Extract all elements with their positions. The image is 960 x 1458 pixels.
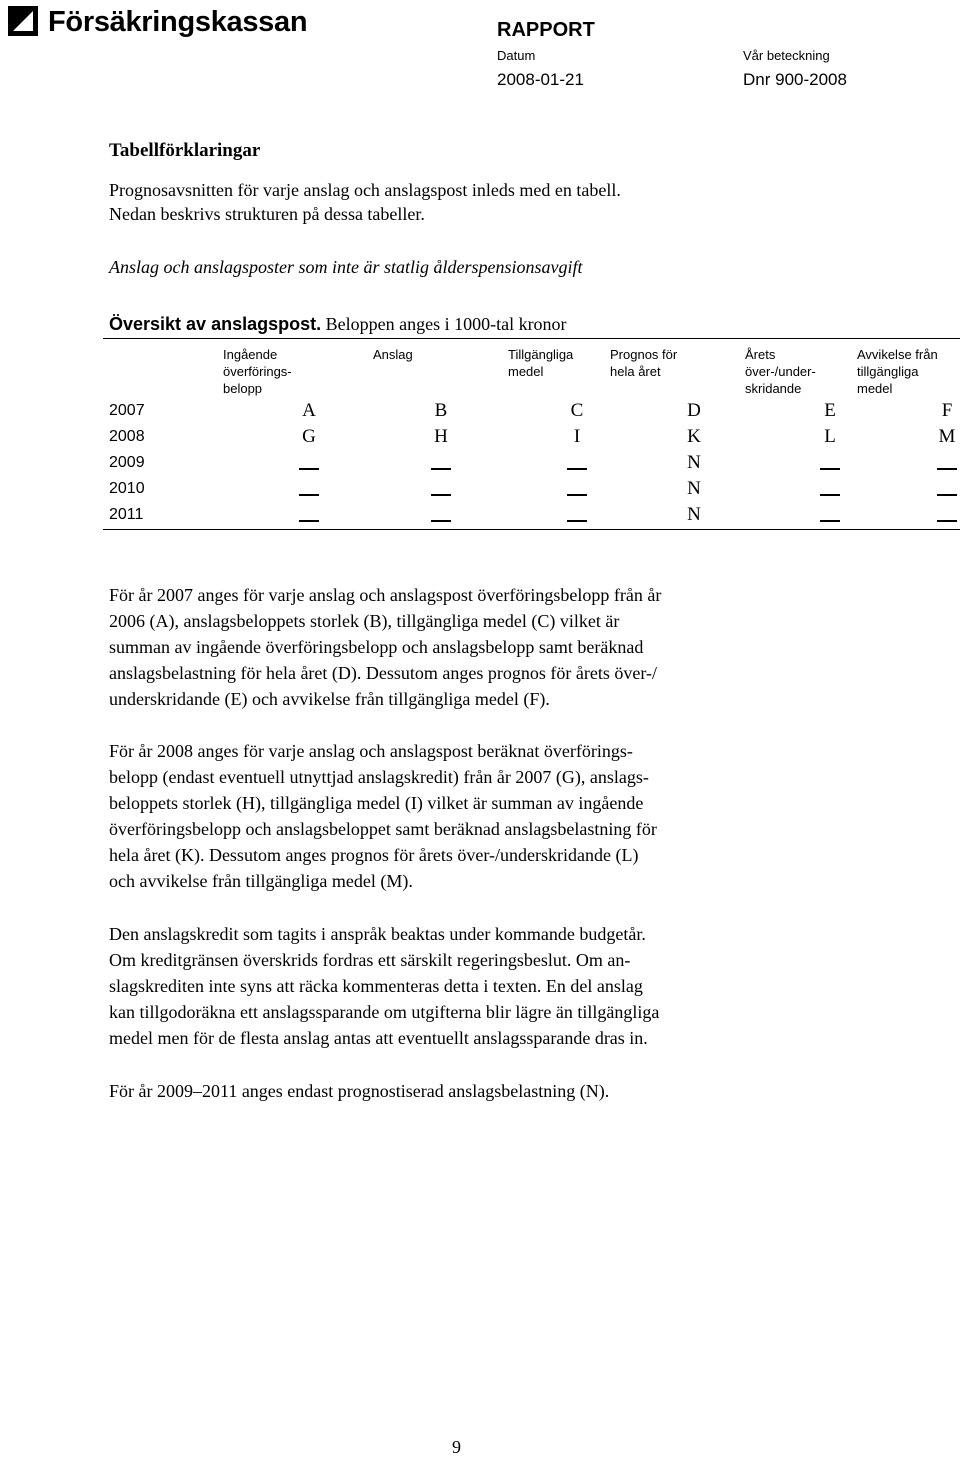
intro-text bbox=[109, 178, 829, 226]
table-cell-dash bbox=[567, 520, 587, 522]
table-cell-dash bbox=[820, 468, 840, 470]
column-header-line: hela året bbox=[610, 364, 661, 379]
table-bottom-rule bbox=[103, 529, 960, 530]
table-cell-dash bbox=[937, 494, 957, 496]
table-cell: M bbox=[938, 426, 956, 447]
column-header-line: Anslag bbox=[373, 347, 413, 362]
table-cell: I bbox=[573, 426, 581, 447]
intro-line: Prognosavsnitten för varje anslag och anslagspost inleds med en tabell. bbox=[109, 180, 621, 200]
column-header-prognos bbox=[610, 346, 677, 380]
paragraph-line: beloppets storlek (H), tillgängliga medel (I) vilket är summan av ingående bbox=[109, 793, 644, 813]
column-header-line: skridande bbox=[745, 381, 802, 396]
table-cell: G bbox=[302, 426, 316, 447]
column-header-line: medel bbox=[508, 364, 544, 379]
column-header-anslag bbox=[373, 346, 413, 363]
column-header-line: överförings- bbox=[223, 364, 292, 379]
column-header-line: medel bbox=[857, 381, 893, 396]
page-number: 9 bbox=[452, 1437, 461, 1457]
column-header-line: Ingående bbox=[223, 347, 278, 362]
column-header-line: Tillgängliga bbox=[508, 347, 574, 362]
paragraph-line: och avvikelse från tillgängliga medel (M). bbox=[109, 871, 413, 891]
table-cell: K bbox=[687, 426, 701, 447]
column-header-line: Prognos för bbox=[610, 347, 678, 362]
table-cell: N bbox=[687, 478, 701, 499]
table-cell: C bbox=[570, 400, 584, 421]
table-caption-bold: Översikt av anslagspost. bbox=[109, 314, 322, 334]
intro-line: Nedan beskrivs strukturen på dessa tabeller. bbox=[109, 204, 425, 224]
paragraph-line: För år 2007 anges för varje anslag och anslagspost överföringsbelopp från år bbox=[109, 585, 662, 605]
logo-text: Försäkringskassan bbox=[48, 6, 308, 38]
paragraph-line: medel men för de flesta anslag antas att eventuellt anslagssparande dras in. bbox=[109, 1028, 648, 1048]
table-cell-dash bbox=[567, 468, 587, 470]
paragraph-line: 2006 (A), anslagsbeloppets storlek (B), tillgängliga medel (C) vilket är bbox=[109, 611, 620, 631]
table-cell: E bbox=[824, 400, 836, 421]
table-row-year: 2010 bbox=[109, 480, 145, 497]
paragraph-line: överföringsbelopp och anslagsbeloppet samt beräknad anslagsbelastning för bbox=[109, 819, 657, 839]
table-cell-dash bbox=[299, 468, 319, 470]
paragraph-2008 bbox=[109, 738, 844, 894]
paragraph-line: anslagsbelastning för hela året (D). Dessutom anges prognos för årets över-/ bbox=[109, 663, 657, 683]
column-header-tillgangliga bbox=[508, 346, 573, 380]
paragraph-line: belopp (endast eventuell utnyttjad anslagskredit) från år 2007 (G), anslags- bbox=[109, 767, 649, 787]
table-cell-dash bbox=[299, 520, 319, 522]
paragraph-2009-2011 bbox=[109, 1078, 844, 1104]
table-cell-dash bbox=[431, 494, 451, 496]
date-label: Datum bbox=[497, 48, 536, 63]
section-heading: Tabellförklaringar bbox=[109, 140, 261, 161]
table-cell: D bbox=[687, 400, 701, 421]
date-value: 2008-01-21 bbox=[497, 70, 584, 89]
paragraph-line: Den anslagskredit som tagits i anspråk beaktas under kommande budgetår. bbox=[109, 924, 646, 944]
table-cell: N bbox=[687, 504, 701, 525]
column-header-line: över-/under- bbox=[745, 364, 816, 379]
paragraph-line: hela året (K). Dessutom anges prognos för årets över-/underskridande (L) bbox=[109, 845, 639, 865]
table-row-year: 2007 bbox=[109, 402, 145, 419]
table-cell-dash bbox=[820, 494, 840, 496]
table-cell-dash bbox=[431, 468, 451, 470]
paragraph-line: slagskrediten inte syns att räcka kommenteras detta i texten. En del anslag bbox=[109, 976, 643, 996]
table-cell: A bbox=[302, 400, 316, 421]
table-row-year: 2011 bbox=[109, 506, 144, 523]
table-cell-dash bbox=[937, 468, 957, 470]
logo-icon bbox=[8, 6, 38, 36]
table-row-year: 2008 bbox=[109, 428, 145, 445]
table-cell-dash bbox=[299, 494, 319, 496]
column-header-avvikelse bbox=[857, 346, 938, 397]
table-cell-dash bbox=[820, 520, 840, 522]
paragraph-line: underskridande (E) och avvikelse från tillgängliga medel (F). bbox=[109, 689, 550, 709]
reference-label: Vår beteckning bbox=[743, 48, 830, 63]
column-header-line: belopp bbox=[223, 381, 263, 396]
column-header-ingaende bbox=[223, 346, 292, 397]
paragraph-line: summan av ingående överföringsbelopp och anslagsbelopp samt beräknad bbox=[109, 637, 644, 657]
table-cell: L bbox=[824, 426, 836, 447]
table-cell-dash bbox=[431, 520, 451, 522]
table-cell: N bbox=[687, 452, 701, 473]
table-cell-dash bbox=[937, 520, 957, 522]
paragraph-line: För år 2009–2011 anges endast prognostiserad anslagsbelastning (N). bbox=[109, 1081, 610, 1101]
report-label: RAPPORT bbox=[497, 19, 595, 41]
paragraph-kredit bbox=[109, 921, 844, 1051]
table-top-rule bbox=[103, 338, 960, 339]
table-caption-rest: Beloppen anges i 1000-tal kronor bbox=[321, 314, 567, 334]
column-header-line: tillgängliga bbox=[857, 364, 919, 379]
column-header-arets bbox=[745, 346, 816, 397]
table-row-year: 2009 bbox=[109, 454, 145, 471]
paragraph-line: För år 2008 anges för varje anslag och anslagspost beräknat överförings- bbox=[109, 741, 633, 761]
paragraph-line: Om kreditgränsen överskrids fordras ett särskilt regeringsbeslut. Om an- bbox=[109, 950, 631, 970]
table-cell-dash bbox=[567, 494, 587, 496]
column-header-line: Avvikelse från bbox=[857, 347, 938, 362]
column-header-line: Årets bbox=[745, 347, 776, 362]
paragraph-2007 bbox=[109, 582, 844, 712]
subheading: Anslag och anslagsposter som inte är statlig ålderspensionsavgift bbox=[109, 257, 583, 277]
table-cell: H bbox=[434, 426, 448, 447]
table-cell: B bbox=[434, 400, 448, 421]
table-caption bbox=[109, 314, 567, 335]
table-cell: F bbox=[941, 400, 953, 421]
reference-value: Dnr 900-2008 bbox=[743, 70, 847, 89]
paragraph-line: kan tillgodoräkna ett anslagssparande om utgifterna blir lägre än tillgängliga bbox=[109, 1002, 660, 1022]
